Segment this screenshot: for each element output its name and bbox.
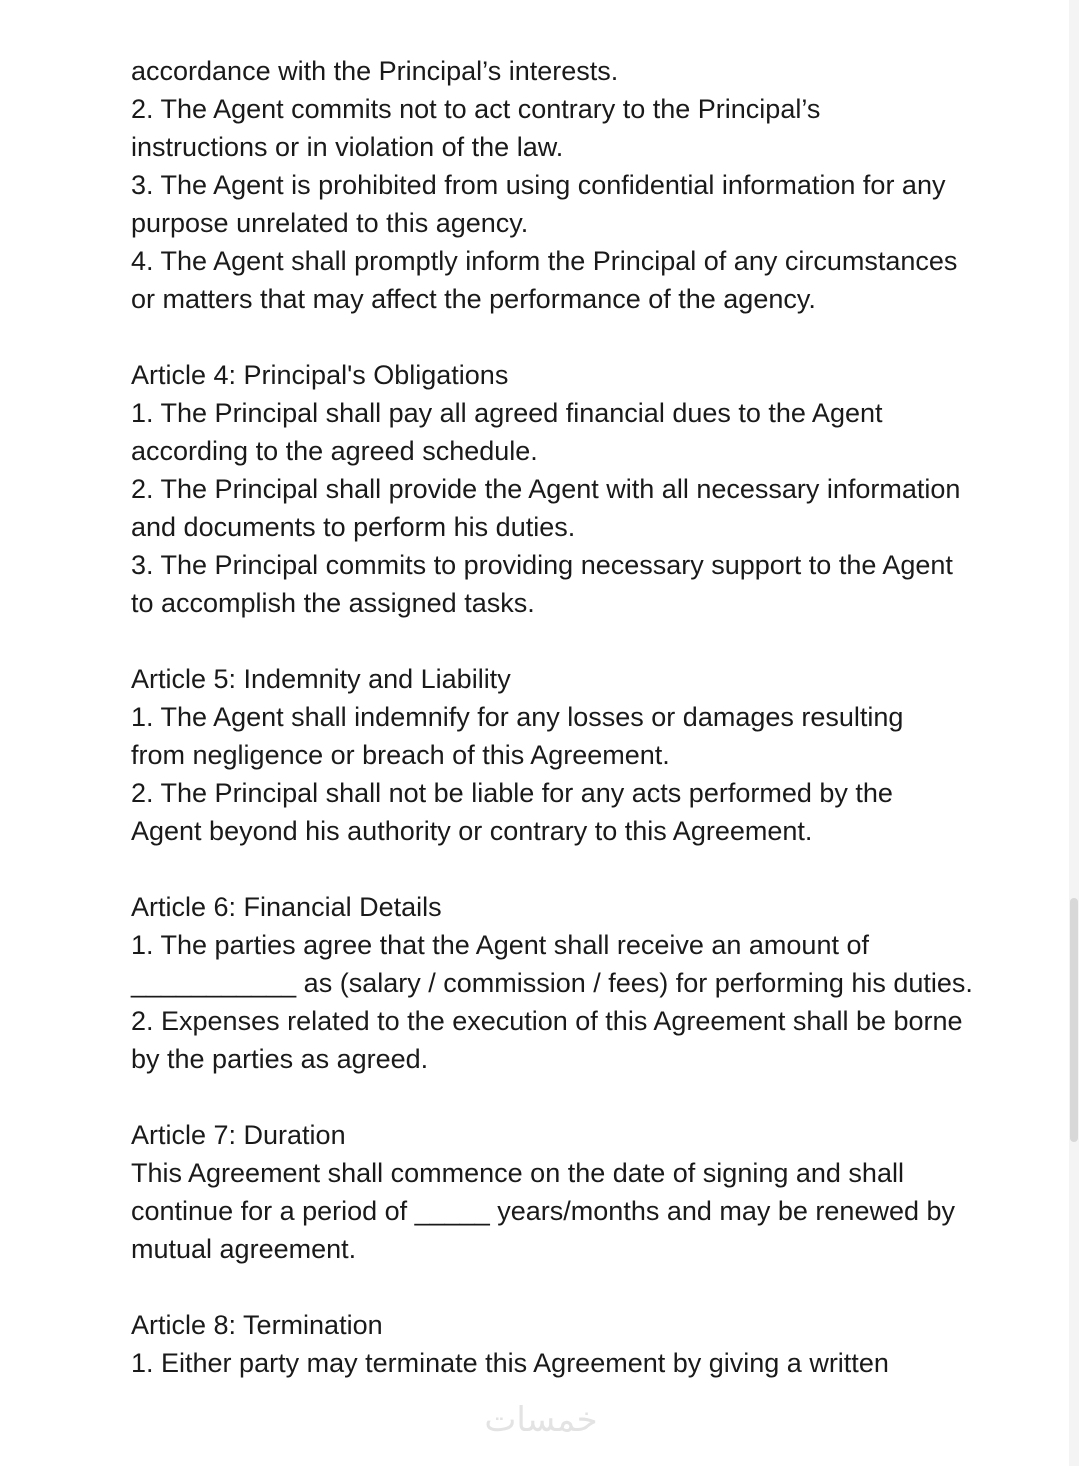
paragraph-gap [131, 850, 1031, 888]
text-line: instructions or in violation of the law. [131, 132, 564, 162]
text-line: 1. The Agent shall indemnify for any losses or damages resulting [131, 702, 904, 732]
text-line: from negligence or breach of this Agreement. [131, 740, 670, 770]
text-line: ___________ as (salary / commission / fees) for performing his duties. [131, 968, 973, 998]
text-line: 1. The parties agree that the Agent shall receive an amount of [131, 930, 869, 960]
text-line: This Agreement shall commence on the date of signing and shall [131, 1158, 904, 1188]
article-8-heading: Article 8: Termination [131, 1310, 383, 1340]
paragraph-gap [131, 1078, 1031, 1116]
article-5-heading: Article 5: Indemnity and Liability [131, 664, 511, 694]
text-line: 2. Expenses related to the execution of this Agreement shall be borne [131, 1006, 963, 1036]
article-7-heading: Article 7: Duration [131, 1120, 346, 1150]
scrollbar-track[interactable] [1069, 0, 1079, 1466]
text-line: continue for a period of _____ years/months and may be renewed by [131, 1196, 956, 1226]
paragraph-gap [131, 622, 1031, 660]
paragraph-gap [131, 318, 1031, 356]
document-page [131, 52, 1031, 1382]
text-line: 2. The Principal shall provide the Agent with all necessary information [131, 474, 961, 504]
article-4-heading: Article 4: Principal's Obligations [131, 360, 509, 390]
paragraph-gap [131, 1268, 1031, 1306]
article-6-heading: Article 6: Financial Details [131, 892, 442, 922]
text-line: 1. The Principal shall pay all agreed financial dues to the Agent [131, 398, 883, 428]
text-line: Agent beyond his authority or contrary to this Agreement. [131, 816, 813, 846]
text-line: 1. Either party may terminate this Agreement by giving a written [131, 1348, 889, 1378]
text-line: 4. The Agent shall promptly inform the Principal of any circumstances [131, 246, 958, 276]
text-line: purpose unrelated to this agency. [131, 208, 529, 238]
khamsat-watermark: خمسات [484, 1400, 598, 1440]
text-line: accordance with the Principal’s interests. [131, 56, 619, 86]
text-line: by the parties as agreed. [131, 1044, 429, 1074]
text-line: mutual agreement. [131, 1234, 357, 1264]
text-line: 2. The Agent commits not to act contrary to the Principal’s [131, 94, 821, 124]
text-line: 2. The Principal shall not be liable for any acts performed by the [131, 778, 893, 808]
text-line: 3. The Principal commits to providing necessary support to the Agent [131, 550, 953, 580]
text-line: 3. The Agent is prohibited from using confidential information for any [131, 170, 946, 200]
text-line: to accomplish the assigned tasks. [131, 588, 535, 618]
text-line: or matters that may affect the performance of the agency. [131, 284, 816, 314]
text-line: and documents to perform his duties. [131, 512, 576, 542]
scrollbar-thumb[interactable] [1070, 898, 1078, 1142]
text-line: according to the agreed schedule. [131, 436, 538, 466]
